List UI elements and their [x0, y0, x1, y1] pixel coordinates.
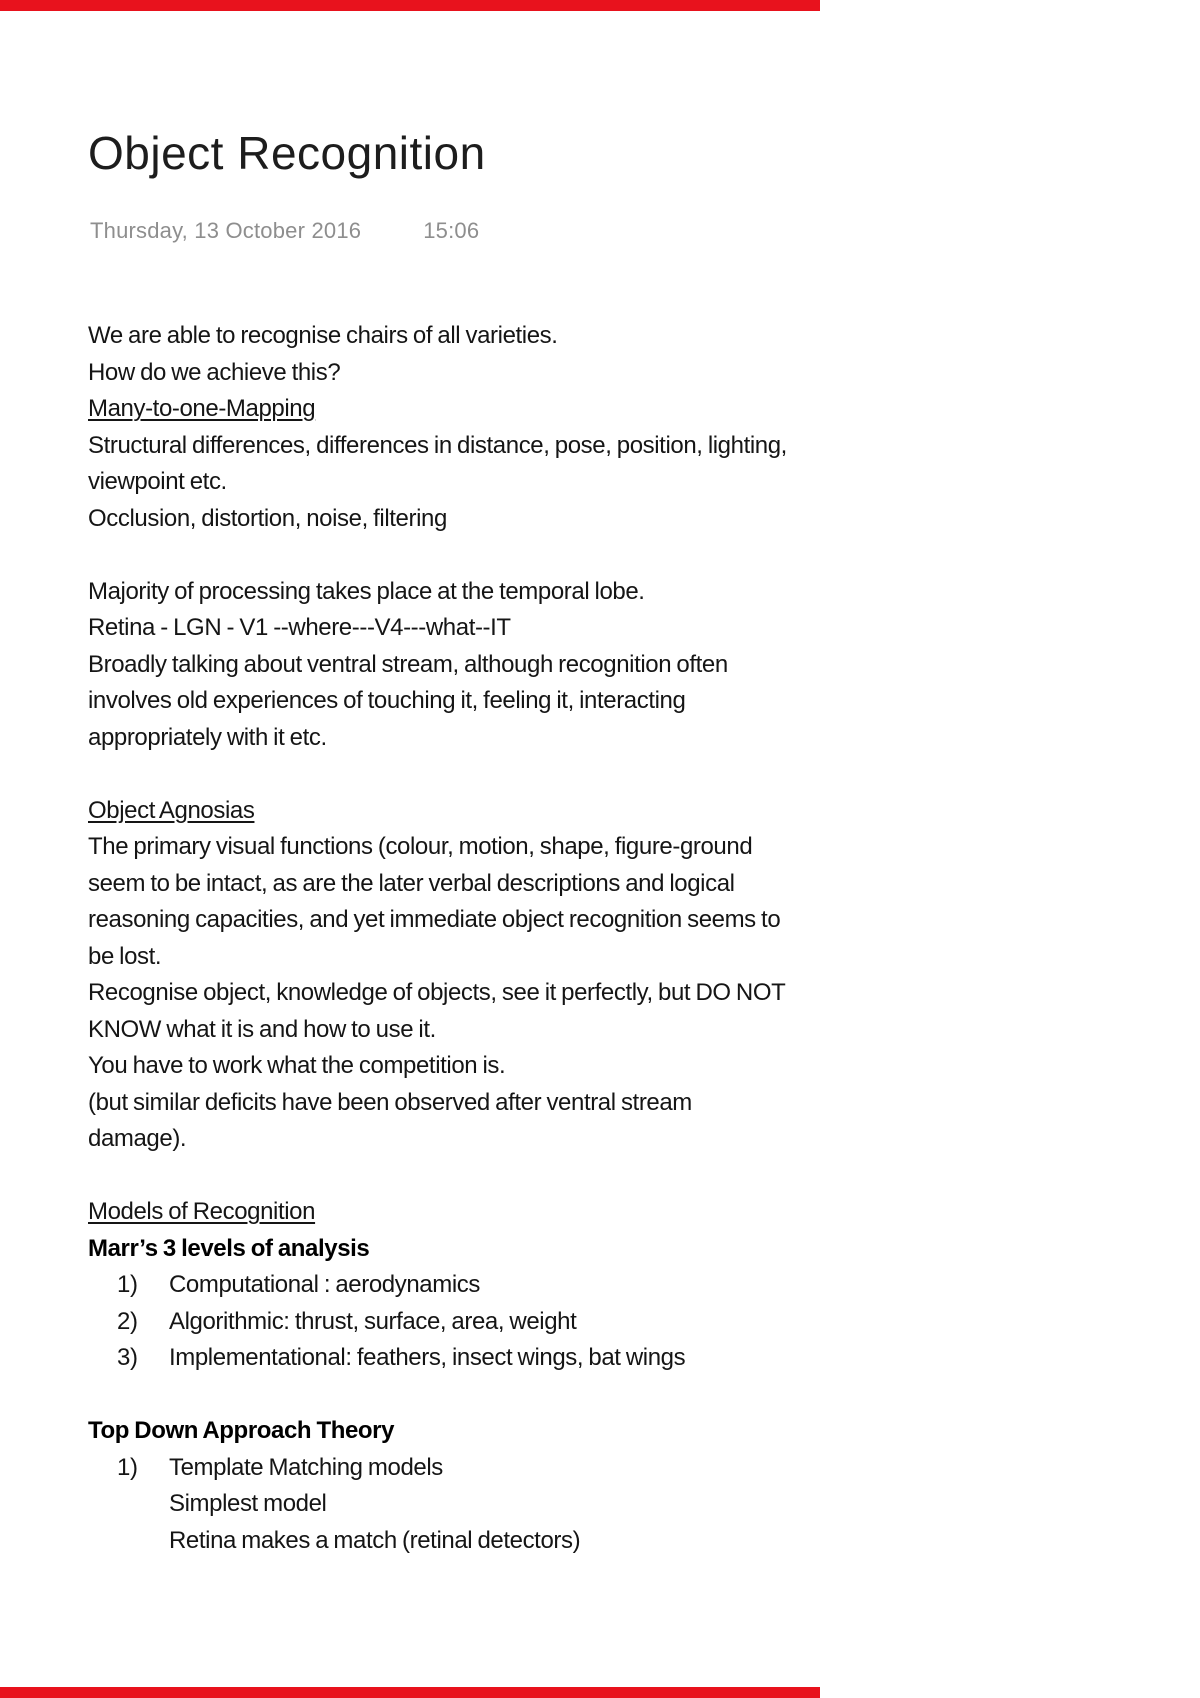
body-line: Structural differences, differences in distance, pose, position, lighting, — [88, 431, 787, 459]
note-body — [88, 318, 1098, 1559]
body-line: damage). — [88, 1125, 187, 1152]
body-line: appropriately with it etc. — [88, 723, 327, 751]
body-line: Majority of processing takes place at the temporal lobe. — [88, 577, 645, 605]
top-accent-bar — [0, 0, 820, 11]
body-line: KNOW what it is and how to use it. — [88, 1015, 436, 1043]
blank-line — [88, 1377, 1098, 1414]
numbered-list-item — [88, 1450, 1098, 1487]
subsection-heading: Marr’s 3 levels of analysis — [88, 1234, 370, 1262]
note-time: 15:06 — [423, 218, 480, 243]
note-dateline — [90, 218, 479, 244]
numbered-list-item — [88, 1267, 1098, 1304]
blank-line — [88, 1158, 1098, 1195]
list-continuation-line: Simplest model — [169, 1490, 327, 1517]
body-line: viewpoint etc. — [88, 468, 227, 495]
body-line: The primary visual functions (colour, motion, shape, figure-ground — [88, 833, 753, 860]
list-item-text: Template Matching models — [169, 1453, 443, 1481]
body-line: seem to be intact, as are the later verbal descriptions and logical — [88, 869, 735, 897]
section-heading: Object Agnosias — [88, 796, 255, 824]
section-heading: Models of Recognition — [88, 1198, 316, 1225]
body-line: You have to work what the competition is. — [88, 1052, 506, 1079]
note-date: Thursday, 13 October 2016 — [90, 218, 362, 243]
numbered-list-item — [88, 1304, 1098, 1341]
numbered-list-item — [88, 1340, 1098, 1377]
body-line: Occlusion, distortion, noise, filtering — [88, 504, 447, 532]
body-line: Broadly talking about ventral stream, although recognition often — [88, 650, 728, 678]
body-line: (but similar deficits have been observed after ventral stream — [88, 1088, 692, 1116]
list-item-text: Implementational: feathers, insect wings, bat wings — [169, 1344, 686, 1371]
section-heading: Many-to-one-Mapping — [88, 395, 316, 422]
blank-line — [88, 537, 1098, 574]
body-line: We are able to recognise chairs of all varieties. — [88, 322, 558, 349]
list-item-text: Computational : aerodynamics — [169, 1271, 480, 1298]
page-title: Object Recognition — [88, 127, 486, 179]
body-line: be lost. — [88, 942, 162, 970]
subsection-heading: Top Down Approach Theory — [88, 1417, 395, 1444]
list-number: 1) — [117, 1453, 138, 1481]
bottom-accent-bar — [0, 1687, 820, 1698]
list-item-text: Algorithmic: thrust, surface, area, weight — [169, 1307, 577, 1335]
body-line: involves old experiences of touching it, feeling it, interacting — [88, 687, 686, 714]
list-number: 1) — [117, 1271, 138, 1298]
list-number: 3) — [117, 1344, 138, 1371]
body-line: How do we achieve this? — [88, 358, 341, 386]
list-number: 2) — [117, 1307, 138, 1335]
body-line: Recognise object, knowledge of objects, see it perfectly, but DO NOT — [88, 979, 786, 1006]
list-continuation-line: Retina makes a match (retinal detectors) — [169, 1526, 581, 1554]
blank-line — [88, 756, 1098, 793]
body-line: reasoning capacities, and yet immediate object recognition seems to — [88, 906, 781, 933]
body-line: Retina - LGN - V1 --where---V4---what--IT — [88, 614, 511, 641]
